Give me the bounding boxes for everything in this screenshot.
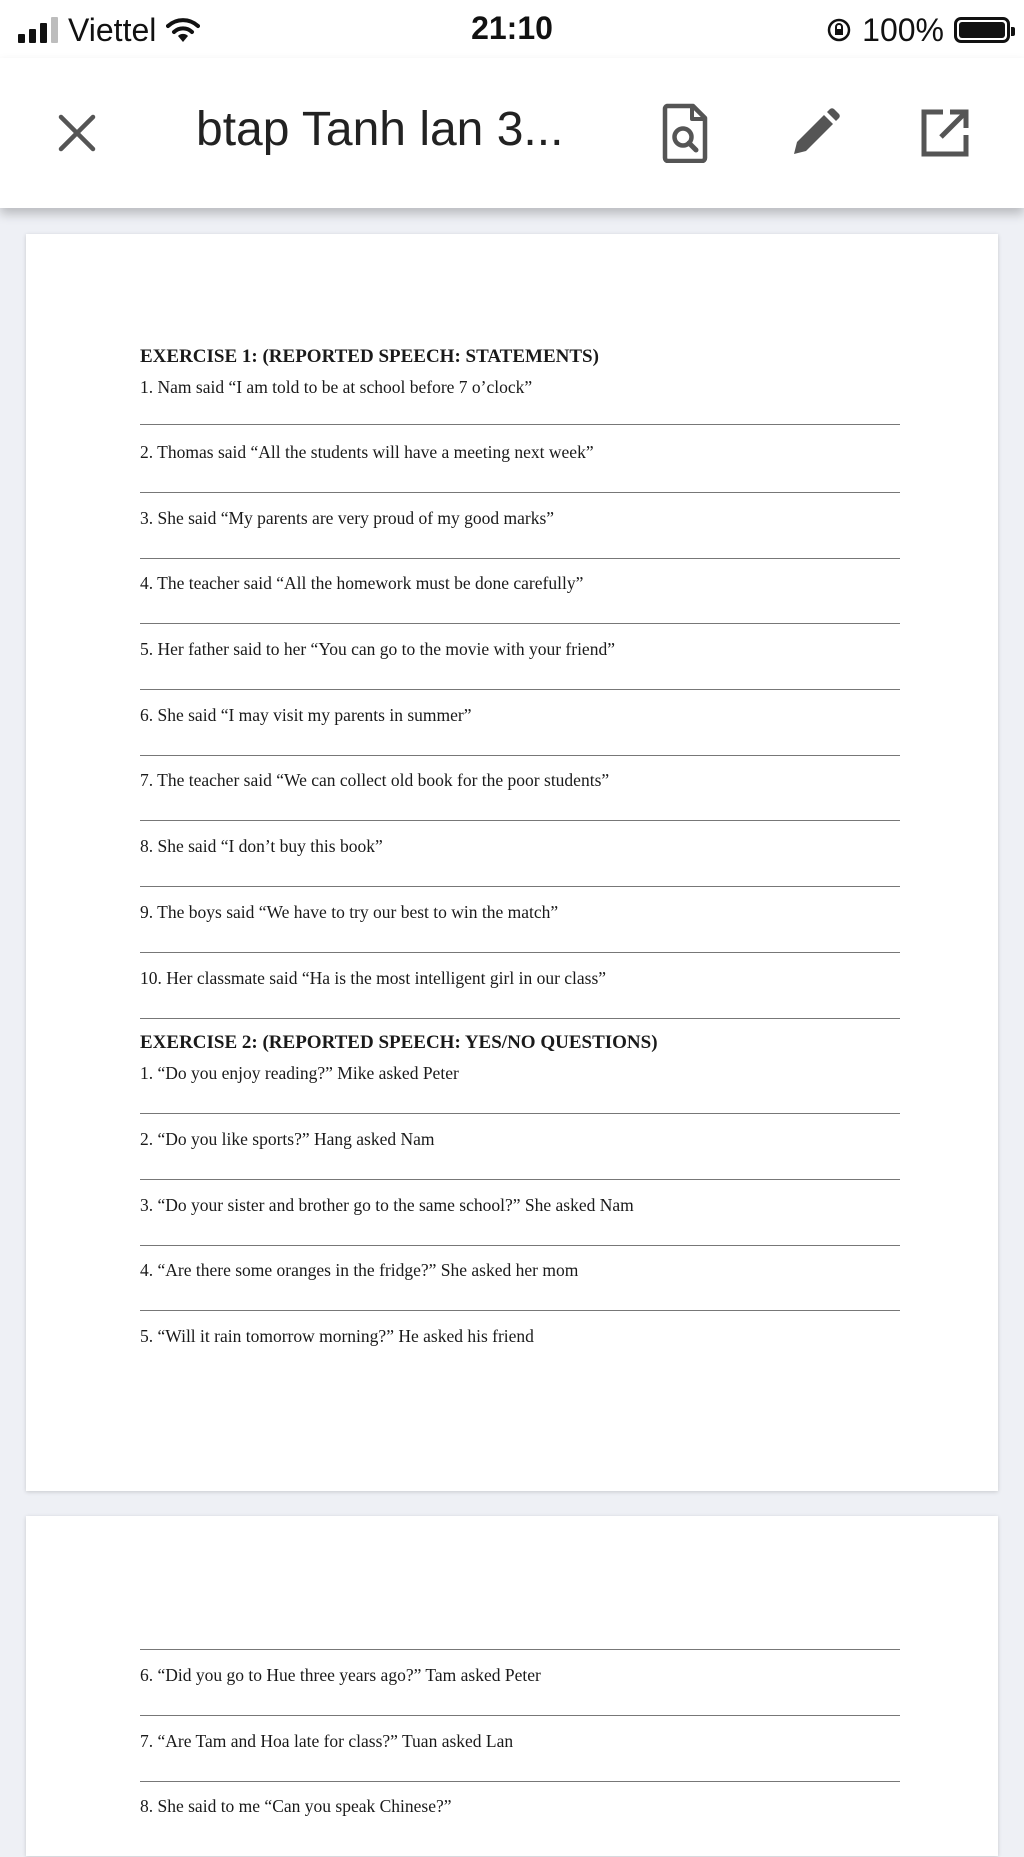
document-search-icon — [661, 103, 709, 163]
answer-line[interactable] — [140, 952, 900, 953]
question-text: 5. Her father said to her “You can go to the movie with your friend” — [140, 639, 615, 660]
page-2-content — [140, 1649, 900, 1857]
status-bar — [0, 0, 1024, 58]
answer-line[interactable] — [140, 820, 900, 821]
answer-line[interactable] — [140, 1781, 900, 1782]
list-item — [140, 1321, 900, 1387]
battery-percentage: 100% — [862, 11, 944, 48]
question-text: 3. “Do your sister and brother go to the same school?” She asked Nam — [140, 1194, 634, 1215]
question-text: 1. “Do you enjoy reading?” Mike asked Peter — [140, 1063, 459, 1084]
answer-line[interactable] — [140, 1179, 900, 1180]
list-item — [140, 1660, 900, 1726]
answer-line[interactable] — [140, 1018, 900, 1019]
exercise-1-heading: EXERCISE 1: (REPORTED SPEECH: STATEMENTS) — [140, 346, 599, 367]
question-text: 4. The teacher said “All the homework must be done carefully” — [140, 573, 584, 594]
list-item — [140, 831, 900, 897]
list-item — [140, 1124, 900, 1190]
orientation-lock-icon — [826, 17, 852, 43]
list-item — [140, 765, 900, 831]
answer-line[interactable] — [140, 689, 900, 690]
question-text: 6. “Did you go to Hue three years ago?” Tam asked Peter — [140, 1665, 541, 1685]
document-page-1 — [26, 234, 998, 1491]
question-text: 3. She said “My parents are very proud of my good marks” — [140, 507, 555, 528]
answer-line[interactable] — [140, 424, 900, 425]
open-in-new-icon — [919, 107, 971, 159]
answer-line[interactable] — [140, 1715, 900, 1716]
close-icon — [55, 111, 99, 155]
question-text: 8. She said “I don’t buy this book” — [140, 836, 383, 857]
battery-icon — [954, 17, 1010, 43]
answer-line[interactable] — [140, 1310, 900, 1311]
list-item — [140, 897, 900, 963]
question-text: 8. She said to me “Can you speak Chinese?” — [140, 1796, 452, 1817]
list-item — [140, 1190, 900, 1256]
question-text: 7. The teacher said “We can collect old book for the poor students” — [140, 770, 610, 791]
question-text: 9. The boys said “We have to try our best to win the match” — [140, 901, 559, 922]
answer-line[interactable] — [140, 492, 900, 493]
exercise-2-heading: EXERCISE 2: (REPORTED SPEECH: YES/NO QUESTIONS) — [140, 1032, 658, 1054]
question-text: 2. “Do you like sports?” Hang asked Nam — [140, 1128, 435, 1149]
list-item — [140, 1255, 900, 1321]
question-text: 4. “Are there some oranges in the fridge?” She asked her mom — [140, 1260, 579, 1281]
list-item — [140, 1791, 900, 1857]
question-text: 10. Her classmate said “Ha is the most intelligent girl in our class” — [140, 967, 607, 988]
question-text: 5. “Will it rain tomorrow morning?” He asked his friend — [140, 1325, 534, 1346]
list-item — [140, 634, 900, 700]
answer-line[interactable] — [140, 623, 900, 624]
question-text: 1. Nam said “I am told to be at school before 7 o’clock” — [140, 377, 533, 397]
list-item — [140, 1726, 900, 1792]
document-title: btap Tanh lan 3... — [196, 103, 564, 156]
close-button[interactable] — [42, 98, 112, 168]
question-text: 7. “Are Tam and Hoa late for class?” Tuan asked Lan — [140, 1730, 514, 1751]
page-1-content — [140, 342, 900, 1387]
answer-line[interactable] — [140, 886, 900, 887]
question-text: 2. Thomas said “All the students will have a meeting next week” — [140, 442, 594, 462]
document-toolbar — [0, 58, 1024, 208]
status-right — [826, 10, 1010, 50]
find-in-document-button[interactable] — [650, 98, 720, 168]
question-text: 6. She said “I may visit my parents in summer” — [140, 704, 472, 725]
list-item — [140, 568, 900, 634]
answer-line[interactable] — [140, 1113, 900, 1114]
list-item — [140, 437, 900, 503]
edit-button[interactable] — [780, 98, 850, 168]
open-external-button[interactable] — [910, 98, 980, 168]
list-item — [140, 700, 900, 766]
document-page-2 — [26, 1516, 998, 1856]
list-item — [140, 1058, 900, 1124]
answer-line[interactable] — [140, 1245, 900, 1246]
list-item — [140, 372, 900, 437]
pencil-icon — [789, 107, 841, 159]
list-item — [140, 503, 900, 569]
answer-line[interactable] — [140, 558, 900, 559]
answer-line[interactable] — [140, 755, 900, 756]
carrier-name: Viettel — [68, 11, 157, 48]
list-item — [140, 963, 900, 1029]
status-time: 21:10 — [471, 10, 553, 46]
